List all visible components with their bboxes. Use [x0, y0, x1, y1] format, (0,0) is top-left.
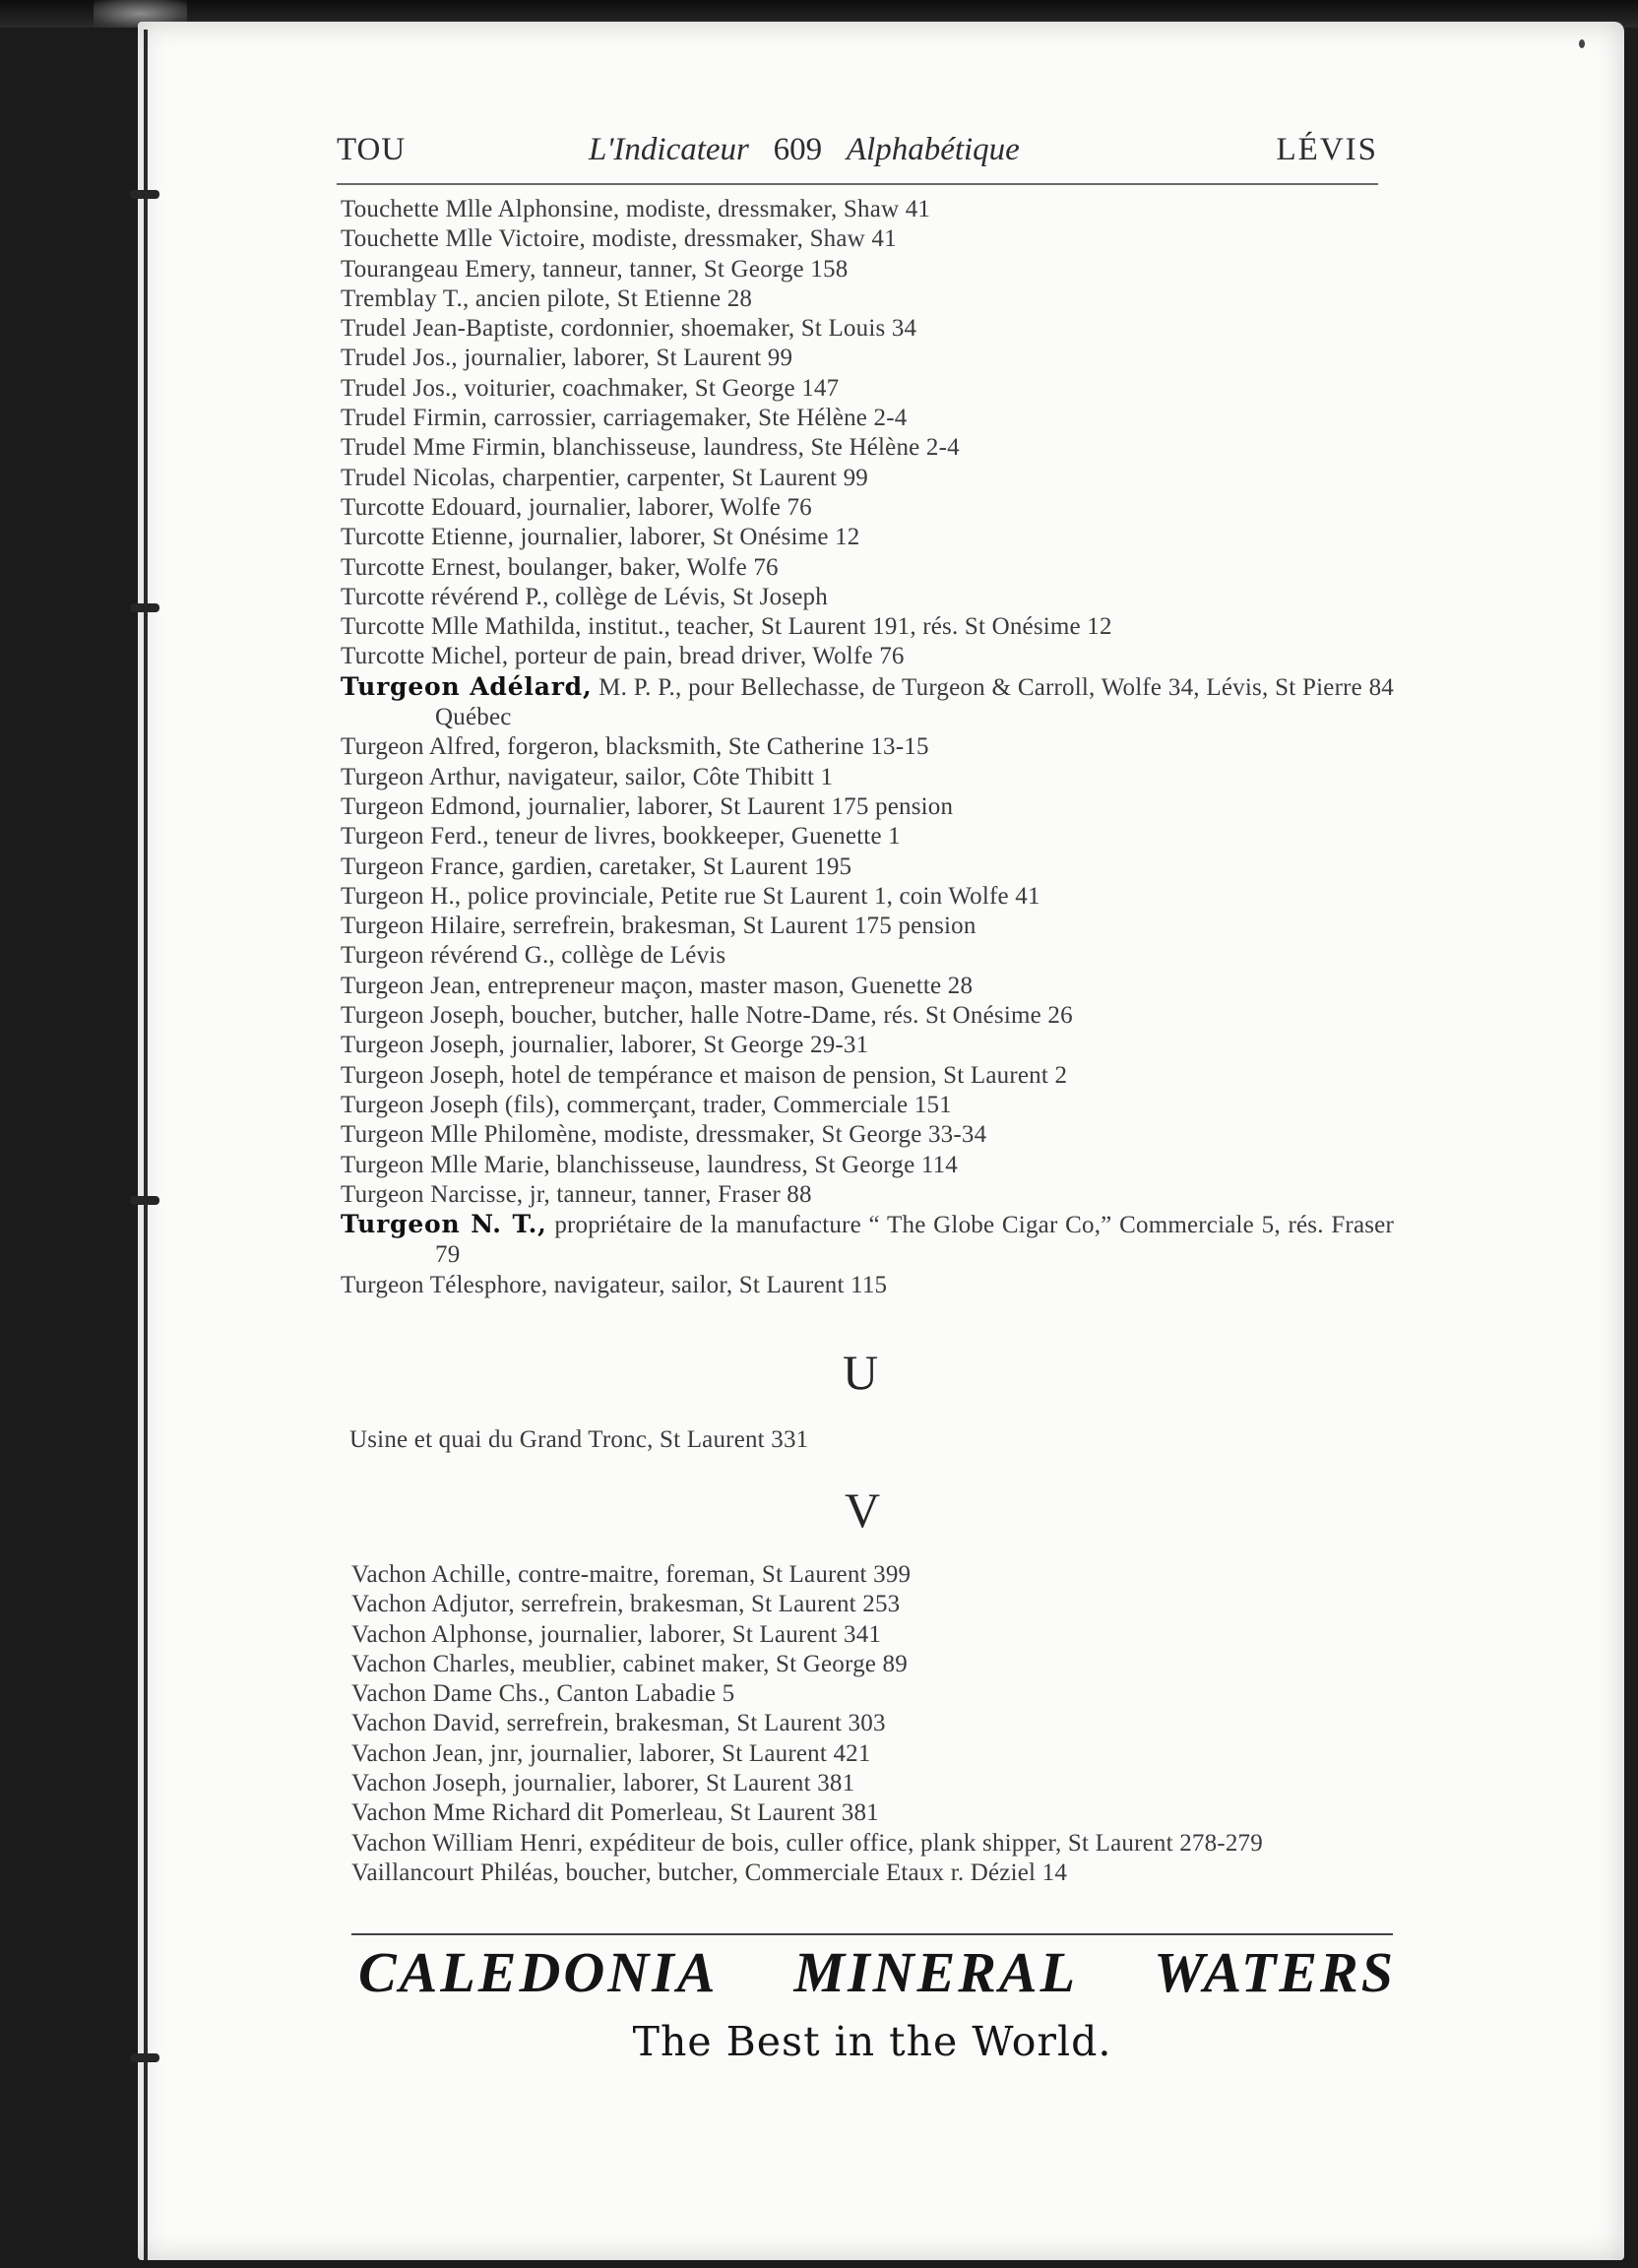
directory-entry: Turgeon France, gardien, caretaker, St Laurent 195	[341, 852, 852, 880]
binding-stitch	[130, 2053, 159, 2062]
directory-listing-v	[351, 1560, 1395, 1888]
directory-entry: Tourangeau Emery, tanneur, tanner, St George 158	[341, 255, 849, 283]
directory-entry: Turgeon Joseph, journalier, laborer, St George 29-31	[341, 1032, 869, 1059]
section-letter-u: U	[843, 1345, 879, 1400]
directory-entry: Touchette Mlle Alphonsine, modiste, dressmaker, Shaw 41	[341, 196, 931, 222]
header-subtitle: Alphabétique	[846, 132, 1020, 167]
directory-entry: Turgeon Ferd., teneur de livres, bookkeeper, Guenette 1	[341, 823, 901, 850]
section-letter-v: V	[845, 1482, 881, 1538]
directory-entry: Turgeon Télesphore, navigateur, sailor, St Laurent 115	[341, 1271, 888, 1298]
directory-entry: Turgeon Jean, entrepreneur maçon, master mason, Guenette 28	[341, 972, 974, 999]
directory-entry: Turcotte Ernest, boulanger, baker, Wolfe 76	[341, 553, 779, 581]
directory-entry: Turcotte Edouard, journalier, laborer, Wolfe 76	[341, 493, 812, 521]
directory-entry: Trudel Jos., voiturier, coachmaker, St George 147	[341, 374, 840, 402]
directory-entry: Vachon Mme Richard dit Pomerleau, St Laurent 381	[351, 1799, 879, 1827]
directory-entry: Usine et quai du Grand Tronc, St Laurent 331	[349, 1426, 809, 1453]
directory-entry: Turgeon H., police provinciale, Petite rue St Laurent 1, coin Wolfe 41	[341, 882, 1040, 910]
directory-entry: Vachon Achille, contre-maitre, foreman, St Laurent 399	[351, 1561, 912, 1588]
page-binding	[144, 30, 148, 2260]
featured-entry	[341, 672, 1394, 733]
directory-listing-u	[349, 1425, 1393, 1455]
featured-entry	[341, 1210, 1394, 1271]
header-rule	[337, 183, 1378, 185]
directory-entry: Trudel Jos., journalier, laborer, St Laurent 99	[341, 345, 793, 372]
binding-stitch	[130, 603, 159, 612]
binding-stitch	[130, 1196, 159, 1205]
featured-entry-name: Turgeon Adélard,	[341, 671, 593, 701]
binding-stitch	[130, 190, 159, 199]
directory-entry: Turgeon Narcisse, jr, tanneur, tanner, Fraser 88	[341, 1180, 812, 1208]
directory-entry: Turgeon Joseph, boucher, butcher, halle Notre-Dame, rés. St Onésime 26	[341, 1002, 1073, 1030]
directory-entry: Turcotte Etienne, journalier, laborer, St Onésime 12	[341, 524, 860, 551]
ink-speck	[1579, 39, 1585, 48]
directory-entry: Turgeon Hilaire, serrefrein, brakesman, St Laurent 175 pension	[341, 913, 976, 940]
header-title: L'Indicateur	[589, 132, 749, 167]
running-header	[337, 128, 1378, 177]
header-left: TOU	[337, 132, 407, 167]
directory-entry: Touchette Mlle Victoire, modiste, dressmaker, Shaw 41	[341, 225, 897, 253]
directory-entry: Tremblay T., ancien pilote, St Etienne 28	[341, 284, 753, 312]
directory-entry: Trudel Jean-Baptiste, cordonnier, shoemaker, St Louis 34	[341, 315, 917, 343]
directory-entry: Turgeon Joseph (fils), commerçant, trader, Commerciale 151	[341, 1091, 952, 1118]
featured-entry-name: Turgeon N. T.,	[341, 1210, 547, 1239]
directory-entry: Trudel Nicolas, charpentier, carpenter, St Laurent 99	[341, 464, 868, 491]
directory-entry: Turcotte Mlle Mathilda, institut., teacher, St Laurent 191, rés. St Onésime 12	[341, 613, 1112, 641]
directory-entry: Trudel Firmin, carrossier, carriagemaker, Ste Hélène 2-4	[341, 405, 908, 432]
directory-entry: Turcotte Michel, porteur de pain, bread driver, Wolfe 76	[341, 643, 905, 670]
directory-entry: Vachon William Henri, expéditeur de bois, culler office, plank shipper, St Laurent 278-279	[351, 1829, 1263, 1857]
directory-entry: Vachon Jean, jnr, journalier, laborer, St Laurent 421	[351, 1739, 871, 1767]
directory-entry: Turgeon révérend G., collège de Lévis	[341, 942, 726, 970]
directory-entry: Turgeon Mlle Philomène, modiste, dressmaker, St George 33-34	[341, 1121, 987, 1149]
advertisement-rule	[351, 1933, 1393, 1935]
page-number: 609	[773, 132, 823, 167]
advertisement-tagline: The Best in the World.	[632, 2018, 1112, 2065]
directory-listing-t	[341, 195, 1394, 1300]
directory-entry: Vachon Alphonse, journalier, laborer, St Laurent 341	[351, 1620, 882, 1648]
directory-entry: Trudel Mme Firmin, blanchisseuse, laundress, Ste Hélène 2-4	[341, 434, 960, 462]
featured-entry-details: propriétaire de la manufacture “ The Globe Cigar Co,” Commerciale 5, rés. Fraser 79	[435, 1212, 1394, 1269]
directory-entry: Vachon Adjutor, serrefrein, brakesman, St Laurent 253	[351, 1591, 901, 1618]
directory-entry: Turgeon Alfred, forgeron, blacksmith, Ste Catherine 13-15	[341, 733, 929, 761]
directory-entry: Turgeon Mlle Marie, blanchisseuse, laundress, St George 114	[341, 1151, 958, 1178]
directory-entry: Turgeon Edmond, journalier, laborer, St Laurent 175 pension	[341, 792, 954, 820]
directory-entry: Vachon Dame Chs., Canton Labadie 5	[351, 1680, 735, 1708]
header-right: LÉVIS	[1276, 132, 1378, 167]
directory-entry: Turgeon Arthur, navigateur, sailor, Côte Thibitt 1	[341, 763, 834, 790]
directory-entry: Vaillancourt Philéas, boucher, butcher, Commerciale Etaux r. Déziel 14	[351, 1858, 1068, 1886]
featured-entry-details: M. P. P., pour Bellechasse, de Turgeon & Carroll, Wolfe 34, Lévis, St Pierre 84 Québec	[435, 673, 1395, 731]
header-center	[589, 132, 1020, 168]
advertisement-title: CALEDONIA MINERAL WATERS	[358, 1940, 1396, 2004]
directory-entry: Vachon Joseph, journalier, laborer, St Laurent 381	[351, 1770, 855, 1797]
directory-entry: Vachon David, serrefrein, brakesman, St Laurent 303	[351, 1710, 886, 1737]
directory-entry: Turcotte révérend P., collège de Lévis, St Joseph	[341, 583, 828, 610]
directory-entry: Turgeon Joseph, hotel de tempérance et maison de pension, St Laurent 2	[341, 1061, 1068, 1089]
directory-entry: Vachon Charles, meublier, cabinet maker, St George 89	[351, 1650, 908, 1677]
